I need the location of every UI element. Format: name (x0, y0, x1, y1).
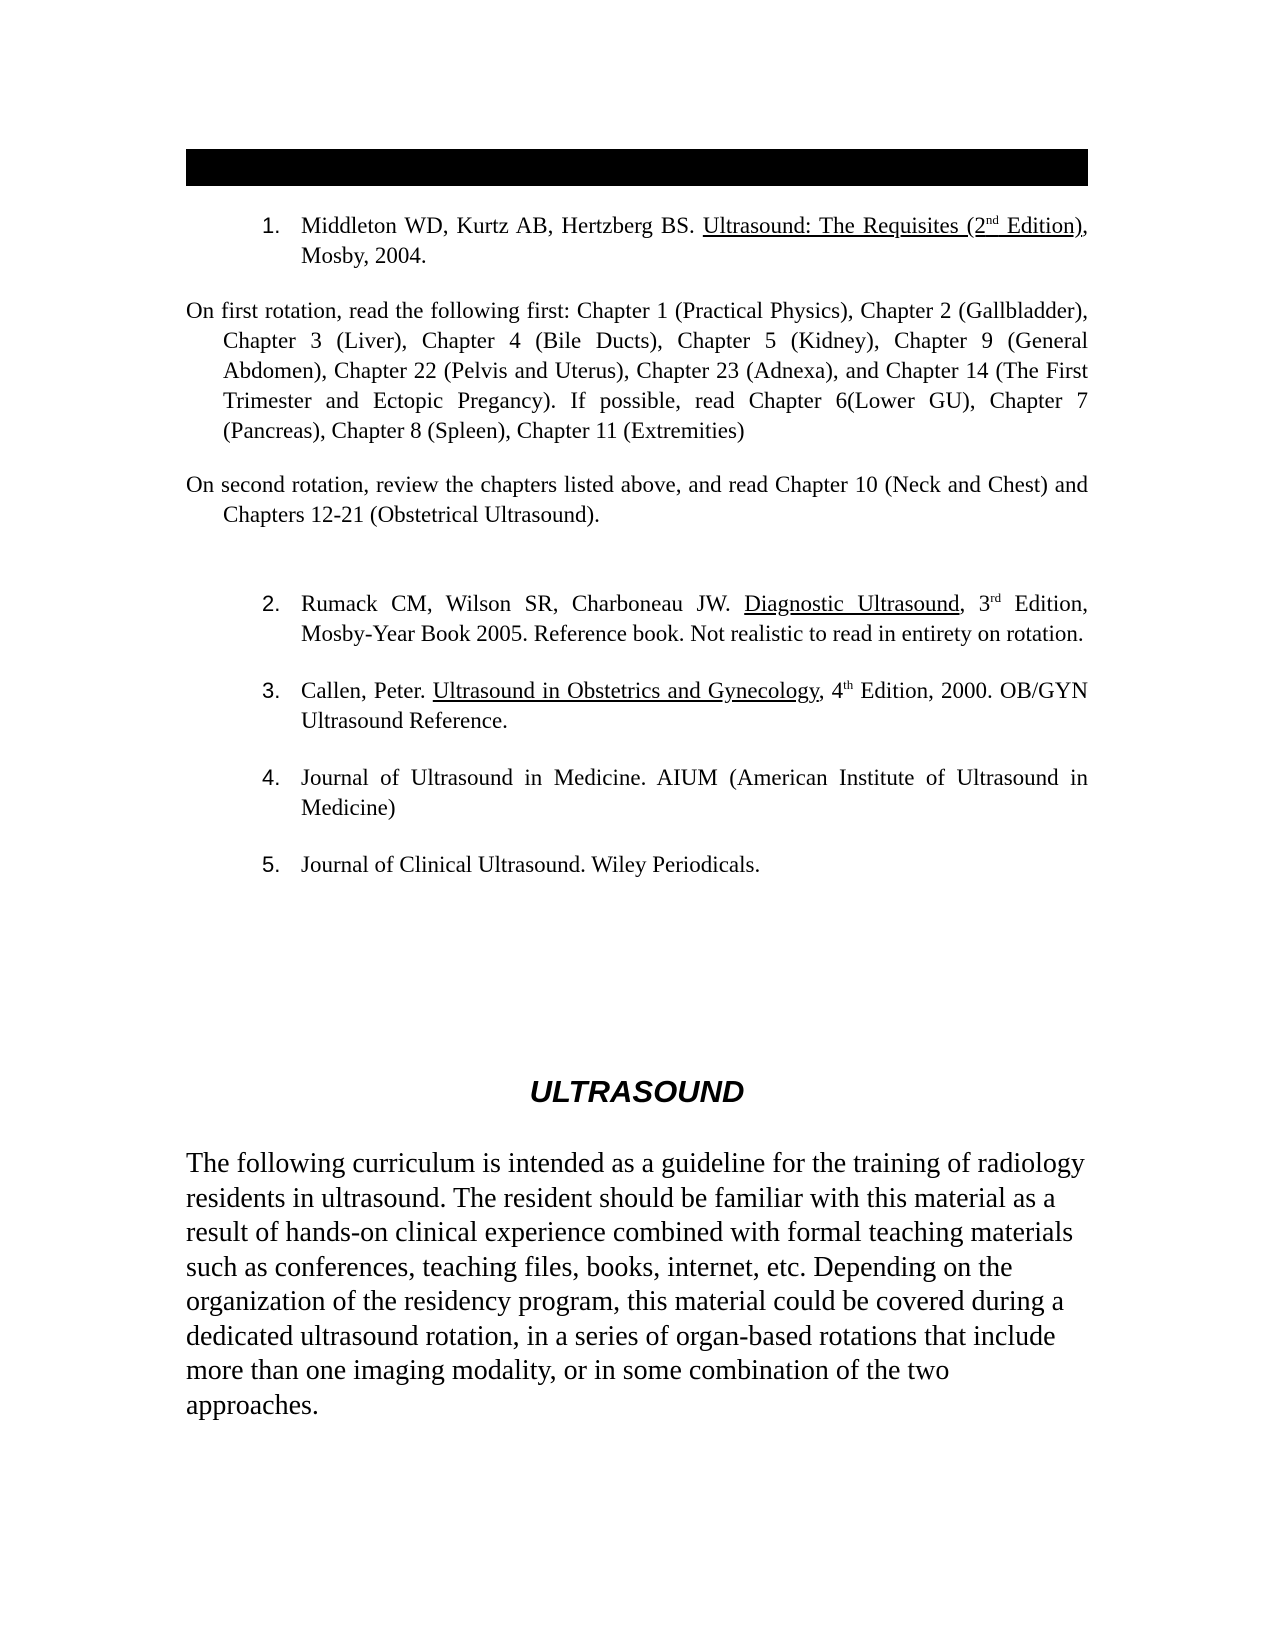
reference-title: Ultrasound in Obstetrics and Gynecology (432, 678, 819, 703)
reference-edition: , 3 (959, 591, 991, 616)
reference-authors: Rumack CM, Wilson SR, Charboneau JW. (301, 591, 745, 616)
reference-list-more (186, 589, 1088, 880)
reference-details: Edition, Mosby-Year Book 2005. Reference book. Not realistic to read in entirety on rotation. (301, 591, 1088, 646)
reference-text: Journal of Clinical Ultrasound. Wiley Periodicals. (301, 852, 761, 877)
reference-title (703, 213, 1082, 238)
reference-publisher: , Mosby, 2004. (301, 213, 1088, 268)
reference-authors: Middleton WD, Kurtz AB, Hertzberg BS. (301, 213, 703, 238)
reference-number: 4. (262, 765, 281, 790)
reference-number: 2. (262, 591, 281, 616)
reference-item-5 (186, 850, 1088, 880)
reference-list-top (186, 211, 1088, 271)
first-rotation-note: On first rotation, read the following first: Chapter 1 (Practical Physics), Chapter 2 (Gallbladder), Chapter 3 (Liver), Chapter 4 (Bile Ducts), Chapter 5 (Kidney), Chapter 9 (General Abdomen), Chapter 22 (Pelvis and Uterus), Chapter 23 (Adnexa), and Chapter 14 (The First Trimester and Ectopic Pregancy). If possible, read Chapter 6(Lower GU), Chapter 7 (Pancreas), Chapter 8 (Spleen), Chapter 11 (Extremities) (186, 298, 1088, 443)
reference-text: Journal of Ultrasound in Medicine. AIUM (American Institute of Ultrasound in Medicine) (301, 765, 1088, 820)
header-bar (186, 149, 1088, 186)
reference-item-3 (186, 676, 1088, 736)
reference-item-4 (186, 763, 1088, 823)
reference-details: Edition, 2000. OB/GYN Ultrasound Reference. (301, 678, 1089, 733)
reference-title-superscript: nd (985, 212, 999, 227)
second-rotation-note: On second rotation, review the chapters listed above, and read Chapter 10 (Neck and Chest) and Chapters 12-21 (Obstetrical Ultrasound). (186, 472, 1088, 527)
reference-number: 5. (262, 852, 281, 877)
reference-item-2 (186, 589, 1088, 649)
section-title: ULTRASOUND (529, 1074, 745, 1109)
reference-item-1 (186, 211, 1088, 271)
reference-edition: , 4 (818, 678, 844, 703)
reference-edition-superscript: rd (990, 590, 1002, 605)
reference-number: 3. (262, 678, 281, 703)
reference-edition-superscript: th (843, 677, 854, 692)
reference-title-text: Ultrasound: The Requisites (2 (702, 213, 986, 238)
section-intro: The following curriculum is intended as a guideline for the training of radiology residents in ultrasound. The resident should be familiar with this material as a result of hands-on clinical experience combined with formal teaching materials such as conferences, teaching files, books, internet, etc. Depending on the organization of the residency program, this material could be covered during a dedicated ultrasound rotation, in a series of organ-based rotations that include more than one imaging modality, or in some combination of the two approaches. (186, 1148, 1085, 1421)
reference-title: Diagnostic Ultrasound (744, 591, 960, 616)
reference-number: 1. (262, 213, 281, 238)
reference-title-end: Edition) (998, 213, 1083, 238)
reference-authors: Callen, Peter. (301, 678, 433, 703)
